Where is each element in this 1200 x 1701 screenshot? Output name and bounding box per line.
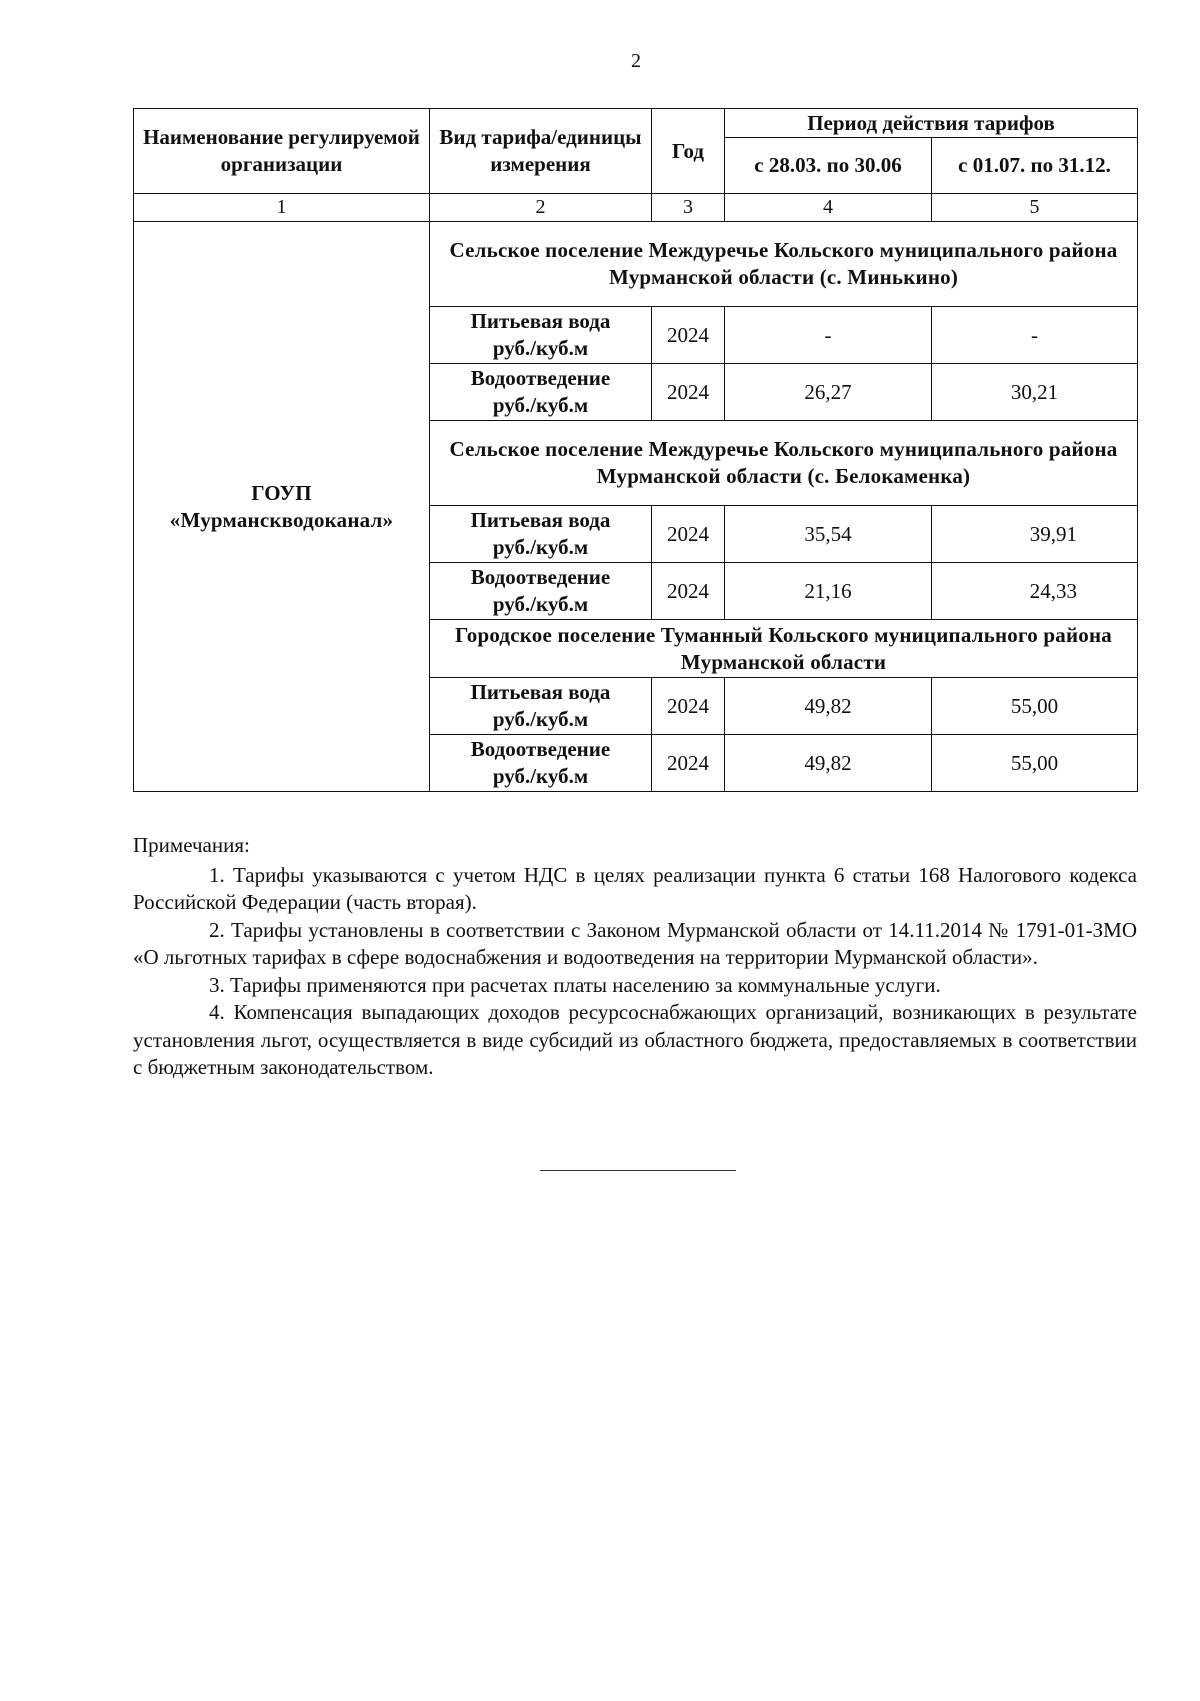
tariff-unit: руб./куб.м (492, 592, 589, 616)
column-number: 4 (725, 194, 932, 222)
period2-value: 24,33 (932, 563, 1138, 620)
column-number: 3 (652, 194, 725, 222)
tariff-unit: руб./куб.м (492, 707, 589, 731)
closing-divider (540, 1170, 736, 1171)
header-period: Период действия тарифов (725, 109, 1138, 138)
year-cell: 2024 (652, 678, 725, 735)
year-cell: 2024 (652, 364, 725, 421)
tariff-type: Питьевая вода (470, 680, 611, 704)
period2-value: - (932, 307, 1138, 364)
period2-value: 39,91 (932, 506, 1138, 563)
tariff-type: Водоотведение (470, 737, 611, 761)
organization-name: ГОУП «Мурманскводоканал» (134, 222, 430, 792)
period1-value: 21,16 (725, 563, 932, 620)
tariff-type-cell (430, 506, 652, 563)
period1-value: 49,82 (725, 735, 932, 792)
tariff-type: Питьевая вода (470, 508, 611, 532)
tariff-unit: руб./куб.м (492, 535, 589, 559)
column-number: 2 (430, 194, 652, 222)
period1-value: 49,82 (725, 678, 932, 735)
tariff-type-cell (430, 678, 652, 735)
tariff-type-cell (430, 563, 652, 620)
column-number-row (134, 194, 1138, 222)
tariff-table (133, 108, 1138, 792)
tariff-type: Водоотведение (470, 366, 611, 390)
tariff-type-cell (430, 307, 652, 364)
year-cell: 2024 (652, 735, 725, 792)
period1-value: 26,27 (725, 364, 932, 421)
page-number: 2 (631, 50, 641, 72)
column-number: 1 (134, 194, 430, 222)
tariff-type-cell (430, 364, 652, 421)
notes-title: Примечания: (133, 833, 250, 857)
tariff-unit: руб./куб.м (492, 764, 589, 788)
note-item: 2. Тарифы установлены в соответствии с Законом Мурманской области от 14.11.2014 № 1791-01-ЗМО «О льготных тарифах в сфере водоснабжения и водоотведения на территории Мурманской области». (133, 917, 1137, 969)
notes-section (133, 832, 1137, 1082)
header-year: Год (652, 109, 725, 194)
tariff-type-cell (430, 735, 652, 792)
period2-value: 30,21 (932, 364, 1138, 421)
tariff-type: Питьевая вода (470, 309, 611, 333)
tariff-unit: руб./куб.м (492, 336, 589, 360)
period1-value: 35,54 (725, 506, 932, 563)
tariff-unit: руб./куб.м (492, 393, 589, 417)
section-title: Городское поселение Туманный Кольского муниципального района Мурманской области (430, 620, 1138, 678)
header-period-1: с 28.03. по 30.06 (725, 138, 932, 194)
note-item: 4. Компенсация выпадающих доходов ресурсоснабжающих организаций, возникающих в результате установления льгот, осуществляется в виде субсидий из областного бюджета, предоставляемых в соответствии с бюджетным законодательством. (133, 1000, 1137, 1079)
note-item: 3. Тарифы применяются при расчетах платы населению за коммунальные услуги. (209, 972, 941, 997)
header-tariff-type: Вид тарифа/единицы измерения (430, 109, 652, 194)
section-title: Сельское поселение Междуречье Кольского муниципального района Мурманской области (с. Белокаменка) (430, 421, 1138, 506)
header-period-2: с 01.07. по 31.12. (932, 138, 1138, 194)
year-cell: 2024 (652, 307, 725, 364)
note-item: 1. Тарифы указываются с учетом НДС в целях реализации пункта 6 статьи 168 Налогового кодекса Российской Федерации (часть вторая). (133, 862, 1137, 914)
period2-value: 55,00 (932, 735, 1138, 792)
column-number: 5 (932, 194, 1138, 222)
period1-value: - (725, 307, 932, 364)
header-organization: Наименование регулируемой организации (134, 109, 430, 194)
year-cell: 2024 (652, 506, 725, 563)
section-title: Сельское поселение Междуречье Кольского муниципального района Мурманской области (с. Минькино) (430, 222, 1138, 307)
section-row (134, 222, 1138, 307)
tariff-type: Водоотведение (470, 565, 611, 589)
period2-value: 55,00 (932, 678, 1138, 735)
year-cell: 2024 (652, 563, 725, 620)
